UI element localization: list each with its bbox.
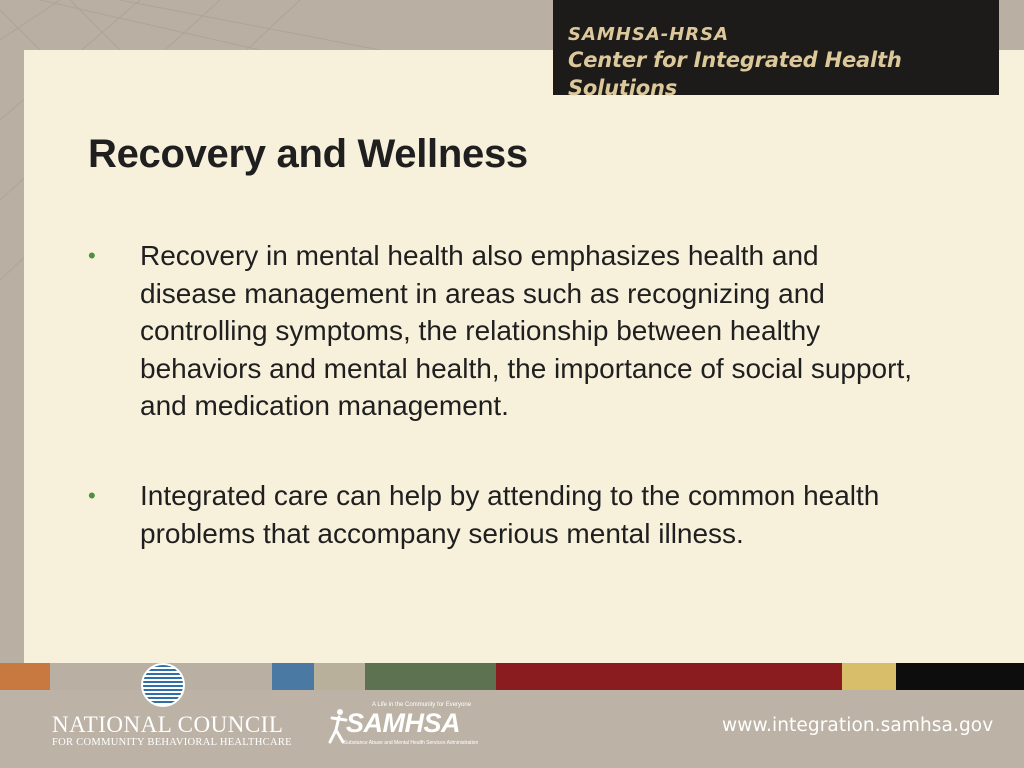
header-org-name: SAMHSA-HRSA: [568, 24, 730, 45]
national-council-name: NATIONAL COUNCIL: [52, 712, 284, 737]
header-banner: [553, 0, 999, 100]
slide-title: Recovery and Wellness: [88, 132, 528, 176]
person-figure-logo-icon: [328, 708, 348, 744]
stripe-red: [496, 663, 842, 690]
website-url: www.integration.samhsa.gov: [722, 715, 994, 736]
samhsa-subtitle: Substance Abuse and Mental Health Services Administration: [344, 740, 479, 746]
stripe-black: [896, 663, 1024, 690]
national-council-subtitle: FOR COMMUNITY BEHAVIORAL HEALTHCARE: [52, 737, 292, 748]
stripe-green: [365, 663, 496, 690]
samhsa-tagline: A Life in the Community for Everyone: [372, 702, 472, 708]
bullet-item: [88, 477, 928, 552]
stripe-blue: [272, 663, 314, 690]
bullet-marker: •: [88, 243, 96, 268]
bullet-text: Integrated care can help by attending to the common health problems that accompany serious mental illness.: [140, 480, 880, 549]
samhsa-logo-text: SAMHSA: [346, 708, 461, 738]
globe-logo-icon: [141, 663, 185, 707]
stripe-tan: [314, 663, 365, 690]
stripe-gold: [842, 663, 896, 690]
header-center-name: Center for Integrated Health Solutions: [568, 48, 902, 100]
bullet-item: [88, 237, 928, 425]
stripe-orange: [0, 663, 50, 690]
bullet-text: Recovery in mental health also emphasizes health and disease management in areas such as recognizing and controlling symptoms, the relationship between healthy behaviors and mental health, the importance of social support, and medication management.: [140, 240, 913, 421]
bullet-marker: •: [88, 483, 96, 508]
